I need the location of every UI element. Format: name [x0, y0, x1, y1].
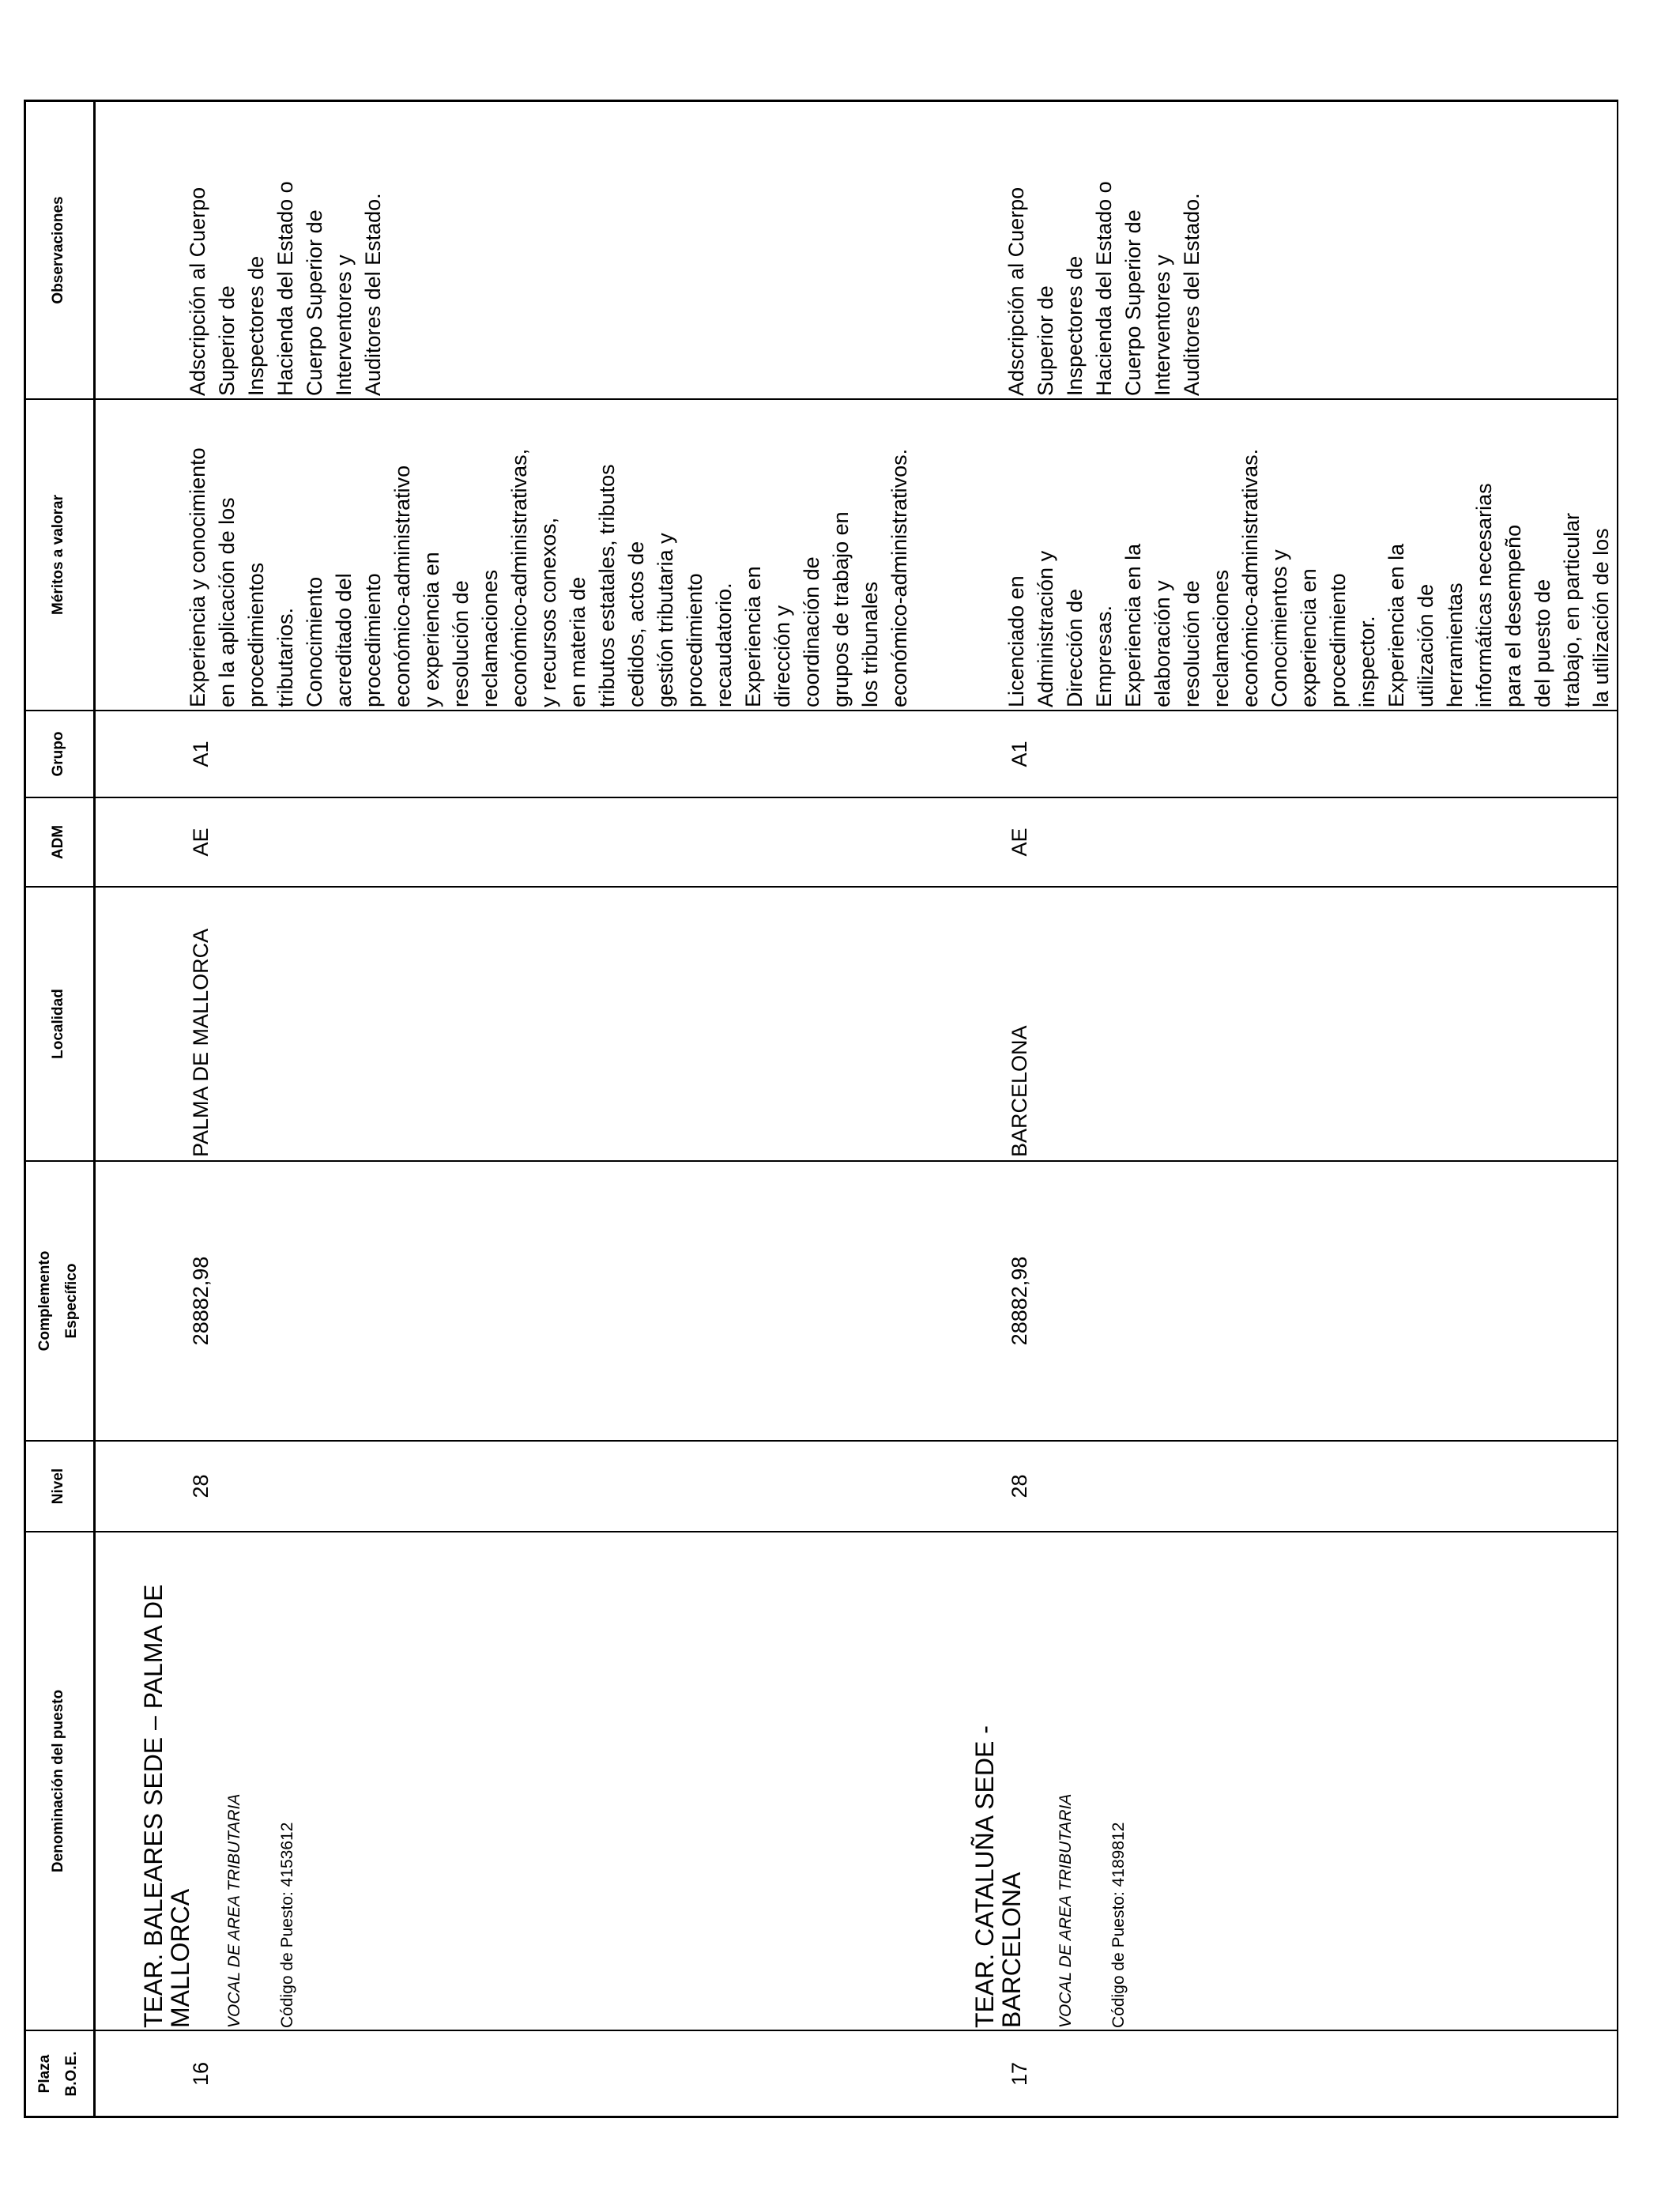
adm-value: AE [189, 827, 213, 857]
localidad-value: PALMA DE MALLORCA [189, 928, 213, 1157]
col-separator [24, 710, 1618, 711]
puesto-codigo: Código de Puesto: 4153612 [278, 1822, 296, 2028]
col-separator [24, 1440, 1618, 1442]
adm-value: AE [1008, 827, 1031, 857]
header-plaza-boe: Plaza B.O.E. [36, 2051, 80, 2097]
observaciones-value: Adscripción al Cuerpo Superior de Inspectores de Hacienda del Estado o Cuerpo Superior de Interventores y Auditores del Estado. [1004, 181, 1203, 396]
puesto-denominacion [942, 1534, 1160, 2028]
puesto-denominacion [111, 1534, 329, 2028]
puesto-title: TEAR. CATALUÑA SEDE - BARCELONA [970, 1725, 1026, 2028]
plaza-number: 16 [189, 2061, 213, 2087]
complemento-value: 28882,98 [189, 1256, 213, 1346]
col-separator [24, 886, 1618, 888]
header-nivel: Nivel [50, 1468, 66, 1505]
puesto-subtitle: VOCAL DE AREA TRIBUTARIA [225, 1793, 243, 2028]
meritos-value: Experiencia y conocimiento en la aplicación de los procedimientos tributarios. Conocimiento acreditado del procedimiento económico-administrativo y experiencia en resolución de reclamaciones económico-administrativas, y recursos conexos, en materia de tributos estatales, tributos cedidos, actos de gestión tributaria y procedimiento recaudatorio. Experiencia en dirección y coordinación de grupos de trabajo en los tribunales económico-administrativos. [186, 447, 911, 707]
complemento-value: 28882,98 [1008, 1256, 1031, 1346]
nivel-value: 28 [189, 1474, 213, 1498]
header-observaciones: Observaciones [50, 196, 66, 304]
header-bottom-border [93, 100, 96, 2118]
nivel-value: 28 [1008, 1474, 1031, 1498]
observaciones-value: Adscripción al Cuerpo Superior de Inspectores de Hacienda del Estado o Cuerpo Superior de Interventores y Auditores del Estado. [186, 181, 385, 396]
header-grupo: Grupo [50, 731, 66, 777]
puesto-title: TEAR. BALEARES SEDE – PALMA DE MALLORCA [139, 1584, 194, 2028]
col-separator [24, 797, 1618, 798]
grupo-value: A1 [189, 741, 213, 767]
col-separator [24, 1531, 1618, 1532]
grupo-value: A1 [1008, 741, 1031, 767]
localidad-value: BARCELONA [1008, 1025, 1031, 1157]
col-separator [24, 1160, 1618, 1162]
header-complemento: Complemento Específico [36, 1250, 80, 1351]
col-separator [24, 2030, 1618, 2031]
puesto-codigo: Código de Puesto: 4189812 [1109, 1822, 1128, 2028]
table-bottom-border [1617, 100, 1618, 2118]
table-left-border [24, 2116, 1618, 2118]
header-localidad: Localidad [50, 989, 66, 1059]
plaza-number: 17 [1008, 2061, 1031, 2087]
header-denominacion: Denominación del puesto [50, 1689, 66, 1873]
col-separator [24, 398, 1618, 400]
header-adm: ADM [50, 824, 66, 860]
puesto-subtitle: VOCAL DE AREA TRIBUTARIA [1057, 1793, 1075, 2028]
header-meritos: Méritos a valorar [50, 494, 66, 616]
meritos-value: Licenciado en Administración y Dirección de Empresas. Experiencia en la elaboración y resolución de reclamaciones económico-administrativas. Conocimientos y experiencia en procedimiento inspector. Experiencia en la utilización de herramientas informáticas necesarias para el desempeño del puesto de trabajo, en particular la utilización de los [1004, 448, 1613, 707]
